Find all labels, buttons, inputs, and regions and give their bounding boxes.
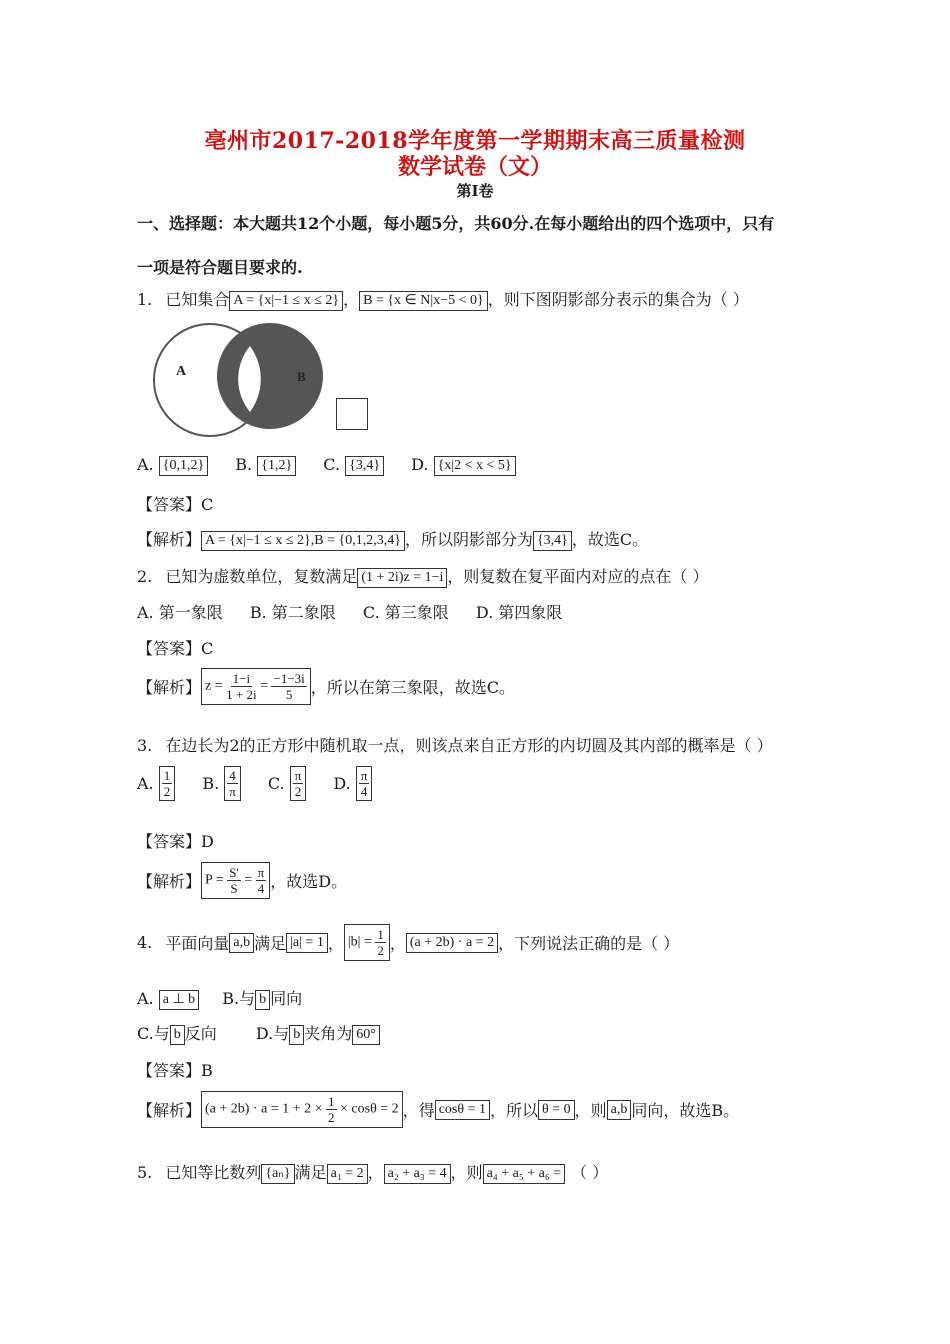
option-a: {0,1,2}: [159, 456, 208, 476]
question-3: [137, 733, 773, 756]
part-heading: 一、选择题：本大题共12个小题，每小题5分，共60分.在每小题给出的四个选项中，只有: [137, 214, 775, 233]
option-b: 第二象限: [271, 603, 336, 622]
option-d: {x|2 < x < 5}: [434, 456, 516, 476]
formula-part: z =: [205, 678, 223, 694]
analysis-text: ，则: [574, 1101, 607, 1120]
denominator: 1 + 2i: [226, 687, 257, 702]
q-text: ，则复数在复平面内对应的点在（ ）: [447, 567, 709, 586]
option-label: A.: [137, 455, 154, 474]
answer-tag: 【答案】: [137, 639, 202, 658]
answer-tag: 【答案】: [137, 832, 202, 851]
q1-options: [137, 455, 538, 476]
formula-part: |b| =: [347, 934, 372, 950]
answer-value: C: [201, 495, 214, 514]
answer-tag: 【答案】: [137, 1061, 202, 1080]
option-c: 第三象限: [384, 603, 449, 622]
option-text: 同向: [270, 989, 303, 1008]
option-a: a ⊥ b: [159, 990, 199, 1010]
formula: (1 + 2i)z = 1−i: [357, 568, 447, 588]
option-c: {3,4}: [345, 456, 384, 476]
formula: B = {x ∈ N|x−5 < 0}: [359, 291, 488, 311]
option-a: [159, 766, 176, 801]
denominator: S: [230, 881, 238, 896]
analysis-tag: 【解析】: [137, 678, 202, 697]
exam-subtitle: 数学试卷（文）: [397, 154, 552, 180]
analysis-text: ，故选D。: [270, 872, 348, 891]
fraction: [226, 671, 256, 702]
analysis-tag: 【解析】: [137, 872, 202, 891]
q-text: ，: [327, 934, 344, 953]
analysis-text: ，所以: [489, 1101, 538, 1120]
q3-options: [137, 766, 394, 801]
section-label: 第I卷: [456, 182, 494, 200]
exam-title: 亳州市2017-2018学年度第一学期期末高三质量检测: [204, 128, 746, 154]
question-4: [137, 924, 679, 961]
q1-analysis: [137, 527, 648, 551]
option-label: B.: [235, 455, 253, 474]
option-label: A.: [137, 989, 154, 1008]
formula: [201, 862, 270, 899]
answer-value: D: [201, 832, 214, 851]
vector-b: b: [289, 1025, 304, 1045]
option-label: D.: [475, 603, 494, 622]
sequence: {aₙ}: [261, 1164, 294, 1184]
option-label: C.: [267, 774, 285, 793]
analysis-text: 同向，故选B。: [631, 1101, 740, 1120]
q2-answer: [137, 636, 213, 659]
q4-analysis: [137, 1091, 739, 1128]
option-c: [290, 766, 307, 801]
q-text: （ ）: [571, 1163, 609, 1182]
analysis-text: ，故选C。: [571, 530, 649, 549]
q-text: 满足: [254, 934, 287, 953]
option-label: D.: [333, 774, 351, 793]
formula: cosθ = 1: [435, 1100, 490, 1120]
numerator: 1: [163, 768, 171, 783]
question-1: [137, 287, 749, 311]
q-text: 平面向量: [165, 934, 230, 953]
q-number: 2.: [137, 567, 153, 586]
numerator: π: [360, 768, 368, 783]
set-b-circle: [218, 324, 322, 428]
formula-part: × cosθ = 2: [340, 1101, 399, 1117]
option-label: B.与: [222, 989, 256, 1008]
denominator: 5: [285, 687, 293, 702]
analysis-text: ，得: [402, 1101, 435, 1120]
denominator: 4: [360, 784, 368, 799]
option-label: A.: [137, 603, 154, 622]
q-text: 已知集合: [165, 290, 230, 309]
blank-box: [336, 398, 368, 430]
analysis-text: ，所以在第三象限，故选C。: [310, 678, 516, 697]
q1-answer: [137, 492, 213, 515]
denominator: 2: [294, 784, 302, 799]
q-text: ，: [389, 934, 406, 953]
formula: a₁ = 2: [327, 1164, 368, 1184]
answer-value: C: [201, 639, 214, 658]
q-text: ，: [367, 1163, 384, 1182]
denominator: 4: [257, 881, 265, 896]
formula: [201, 668, 311, 705]
q4-answer: [137, 1058, 213, 1081]
option-label: D.: [411, 455, 429, 474]
q2-options: [137, 600, 584, 623]
formula: A = {x|−1 ≤ x ≤ 2},B = {0,1,2,3,4}: [201, 531, 405, 551]
formula-part: (a + 2b) · a = 1 + 2 ×: [205, 1101, 323, 1117]
numerator: 1: [328, 1094, 335, 1109]
option-b: {1,2}: [257, 456, 296, 476]
formula: a₂ + a₃ = 4: [384, 1164, 451, 1184]
q2-analysis: [137, 668, 515, 705]
option-text: 反向: [184, 1024, 217, 1043]
q3-answer: [137, 829, 214, 852]
option-label: D.与: [255, 1024, 290, 1043]
q-number: 1.: [137, 290, 153, 309]
numerator: π: [294, 768, 302, 783]
formula: [201, 1091, 403, 1128]
answer-value: B: [201, 1061, 213, 1080]
q4-options-row2: [137, 1021, 380, 1045]
formula: (a + 2b) · a = 2: [406, 933, 498, 953]
denominator: π: [229, 784, 236, 799]
q-text: ，则下图阴影部分表示的集合为（ ）: [487, 290, 749, 309]
q-text: 在边长为2的正方形中随机取一点，则该点来自正方形的内切圆及其内部的概率是（ ）: [165, 736, 773, 755]
q-text: 已知等比数列: [165, 1163, 262, 1182]
option-label: C.与: [137, 1024, 170, 1043]
numerator: S': [229, 865, 239, 880]
question-5: [137, 1160, 608, 1184]
numerator: 4: [229, 768, 236, 783]
numerator: π: [257, 865, 265, 880]
formula: θ = 0: [538, 1100, 575, 1120]
formula: [344, 924, 390, 961]
formula-part: =: [244, 872, 253, 888]
q-number: 5.: [137, 1163, 153, 1182]
fraction: [271, 671, 306, 702]
numerator: −1−3i: [273, 671, 305, 686]
venn-label-a: A: [176, 364, 187, 379]
question-2: [137, 564, 708, 588]
q-text: 满足: [294, 1163, 327, 1182]
q-number: 4.: [137, 933, 153, 952]
denominator: 2: [163, 784, 171, 799]
option-label: B.: [249, 603, 267, 622]
q-text: ，: [343, 290, 360, 309]
option-label: A.: [137, 774, 154, 793]
q4-options-row1: [137, 986, 302, 1010]
answer-tag: 【答案】: [137, 495, 202, 514]
denominator: 2: [328, 1110, 335, 1125]
q-number: 3.: [137, 736, 153, 755]
option-a: 第一象限: [158, 603, 223, 622]
formula: |a| = 1: [286, 933, 328, 953]
option-d: 第四象限: [498, 603, 563, 622]
q-text: ，下列说法正确的是（ ）: [498, 934, 680, 953]
formula: a₄ + a₅ + a₆ =: [483, 1164, 565, 1184]
vector-ab: a,b: [607, 1100, 632, 1120]
numerator: 1−i: [232, 671, 251, 686]
option-label: C.: [323, 455, 341, 474]
q-text: 已知为虚数单位，复数满足: [165, 567, 358, 586]
venn-label-b: B: [297, 369, 306, 384]
analysis-tag: 【解析】: [137, 1101, 202, 1120]
q3-analysis: [137, 862, 347, 899]
analysis-tag: 【解析】: [137, 530, 202, 549]
vector-b: b: [255, 990, 270, 1010]
formula-part: =: [260, 678, 268, 694]
vector-ab: a,b: [229, 933, 254, 953]
analysis-text: ，所以阴影部分为: [404, 530, 533, 549]
numerator: 1: [377, 927, 384, 942]
part-heading-cont: 一项是符合题目要求的.: [137, 258, 303, 277]
option-text: 夹角为: [304, 1024, 353, 1043]
option-b: [224, 766, 241, 801]
formula-part: P =: [205, 872, 224, 888]
option-d-value: 60°: [352, 1025, 380, 1045]
formula: A = {x|−1 ≤ x ≤ 2}: [229, 291, 343, 311]
option-label: C.: [362, 603, 380, 622]
option-d: [356, 766, 373, 801]
option-label: B.: [202, 774, 220, 793]
q-text: ，则: [450, 1163, 483, 1182]
formula: {3,4}: [533, 531, 572, 551]
denominator: 2: [377, 943, 384, 958]
vector-b: b: [170, 1025, 185, 1045]
